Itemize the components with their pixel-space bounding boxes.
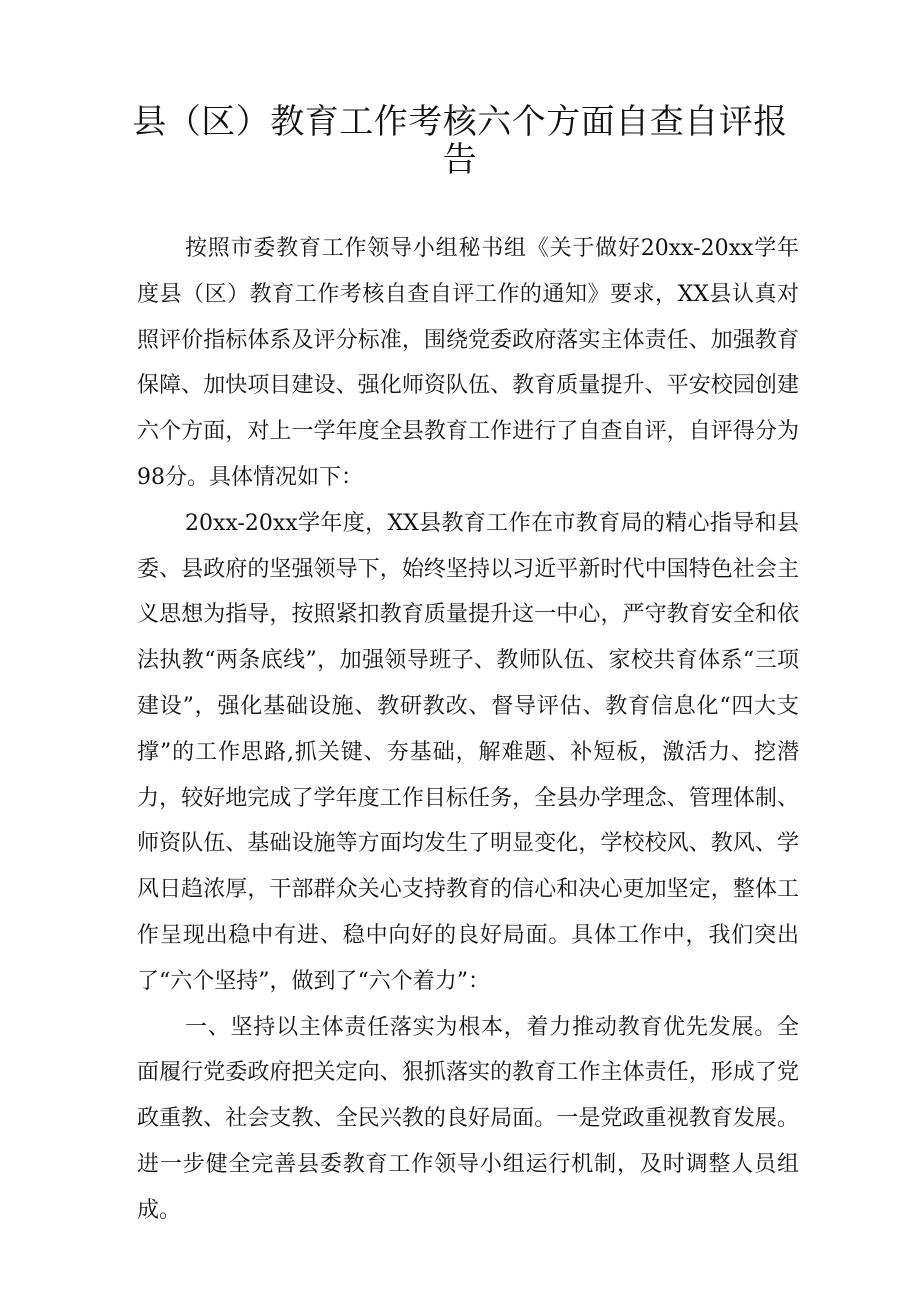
paragraph-intro: 按照市委教育工作领导小组秘书组《关于做好20xx-20xx学年度县（区）教育工作考核自查自评工作的通知》要求，XX县认真对照评价指标体系及评分标准，围绕党委政府落实主体责任、加强教育保障、加快项目建设、强化师资队伍、教育质量提升、平安校园创建六个方面，对上一学年度全县教育工作进行了自查自评，自评得分为98分。具体情况如下：: [137, 236, 799, 490]
paragraph-section-one: 一、坚持以主体责任落实为根本，着力推动教育优先发展。全面履行党委政府把关定向、狠抓落实的教育工作主体责任，形成了党政重教、社会支教、全民兴教的良好局面。一是党政重视教育发展。进一步健全完善县委教育工作领导小组运行机制，及时调整人员组成。: [137, 1014, 799, 1223]
document-body: [137, 226, 799, 1234]
paragraph-overview: 20xx-20xx学年度，XX县教育工作在市教育局的精心指导和县委、县政府的坚强领导下，始终坚持以习近平新时代中国特色社会主义思想为指导，按照紧扣教育质量提升这一中心，严守教育安全和依法执教“两条底线”，加强领导班子、教师队伍、家校共育体系“三项建设”，强化基础设施、教研教改、督导评估、教育信息化“四大支撑”的工作思路,抓关键、夯基础，解难题、补短板，激活力、挖潜力，较好地完成了学年度工作目标任务，全县办学理念、管理体制、师资队伍、基础设施等方面均发生了明显变化，学校校风、教风、学风日趋浓厚，干部群众关心支持教育的信心和决心更加坚定，整体工作呈现出稳中有进、稳中向好的良好局面。具体工作中，我们突出了“六个坚持”，做到了“六个着力”：: [137, 510, 799, 994]
document-title: 县（区）教育工作考核六个方面自查自评报告: [132, 102, 788, 180]
